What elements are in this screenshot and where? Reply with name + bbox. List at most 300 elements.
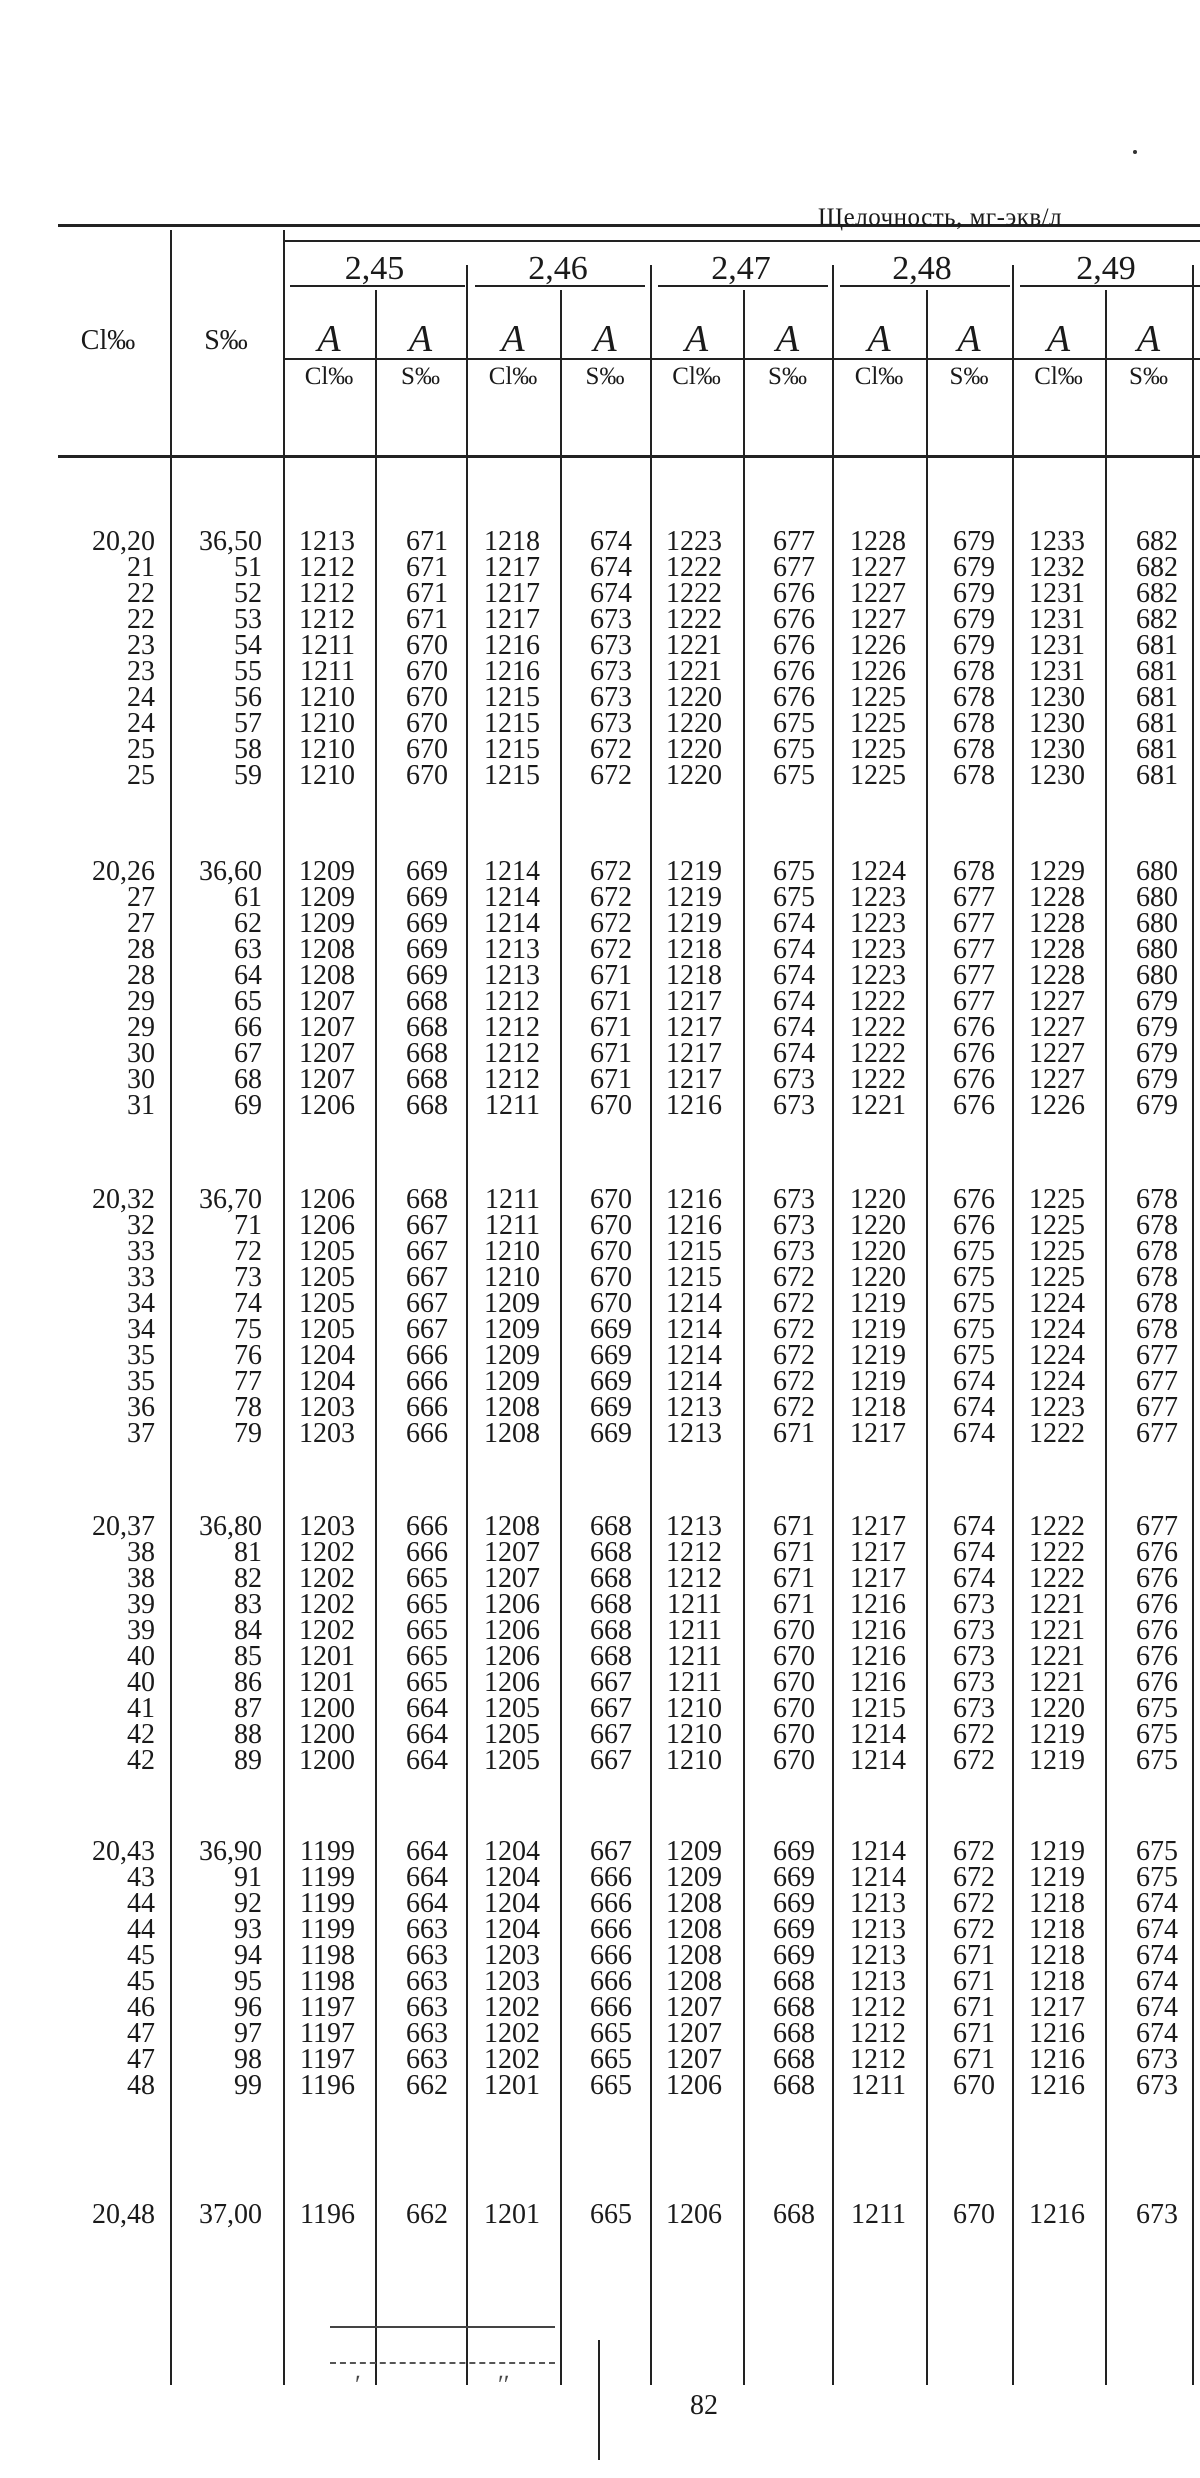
vline-2 — [283, 230, 285, 2385]
a-s-cell: 670 — [773, 1615, 815, 1646]
a-cl-cell: 1230 — [1029, 708, 1085, 739]
salinity-cell: 85 — [234, 1641, 262, 1672]
a-s-cell: 674 — [953, 1392, 995, 1423]
a-s-cell: 678 — [1136, 1184, 1178, 1215]
chlorinity-cell: 47 — [127, 2018, 155, 2049]
a-s-cell: 669 — [773, 1862, 815, 1893]
a-cl-cell: 1208 — [484, 1511, 540, 1542]
a-s-cell: 665 — [406, 1615, 448, 1646]
a-cl-cell: 1227 — [1029, 986, 1085, 1017]
a-s-cell: 677 — [1136, 1340, 1178, 1371]
a-label: A — [775, 318, 800, 360]
a-cl-cell: 1203 — [299, 1392, 355, 1423]
salinity-cell: 78 — [234, 1392, 262, 1423]
a-cl-cell: 1227 — [1029, 1064, 1085, 1095]
a-s-cell: 664 — [406, 1719, 448, 1750]
a-cl-cell: 1204 — [299, 1340, 355, 1371]
salinity-cell: 36,80 — [199, 1511, 262, 1542]
a-cl-cell: 1209 — [484, 1340, 540, 1371]
a-s-cell: 679 — [953, 578, 995, 609]
stamp-mark: ʹʹ — [498, 2370, 510, 2399]
a-cl-cell: 1223 — [850, 934, 906, 965]
salinity-cell: 68 — [234, 1064, 262, 1095]
chlorinity-cell: 42 — [127, 1745, 155, 1776]
a-cl-cell: 1225 — [1029, 1184, 1085, 1215]
s-unit-label: S‰ — [585, 363, 625, 390]
vline-1 — [170, 230, 172, 2385]
a-s-cell: 668 — [406, 1038, 448, 1069]
salinity-cell: 54 — [234, 630, 262, 661]
a-s-cell: 668 — [590, 1537, 632, 1568]
salinity-cell: 61 — [234, 882, 262, 913]
a-cl-cell: 1216 — [850, 1667, 906, 1698]
a-s-cell: 671 — [590, 960, 632, 991]
a-s-cell: 671 — [406, 552, 448, 583]
chlorinity-cell: 23 — [127, 656, 155, 687]
a-s-cell: 665 — [590, 2044, 632, 2075]
a-cl-cell: 1215 — [484, 682, 540, 713]
a-s-cell: 664 — [406, 1836, 448, 1867]
a-cl-cell: 1220 — [666, 734, 722, 765]
a-s-cell: 663 — [406, 1914, 448, 1945]
a-s-cell: 674 — [773, 1038, 815, 1069]
a-s-cell: 678 — [1136, 1236, 1178, 1267]
a-s-cell: 668 — [590, 1641, 632, 1672]
a-cl-cell: 1225 — [850, 682, 906, 713]
a-cl-cell: 1218 — [666, 934, 722, 965]
a-cl-cell: 1216 — [850, 1615, 906, 1646]
a-cl-cell: 1227 — [1029, 1038, 1085, 1069]
a-cl-cell: 1231 — [1029, 656, 1085, 687]
a-cl-cell: 1212 — [299, 552, 355, 583]
a-cl-cell: 1213 — [484, 934, 540, 965]
a-s-cell: 678 — [953, 734, 995, 765]
a-cl-cell: 1209 — [484, 1314, 540, 1345]
a-s-cell: 681 — [1136, 682, 1178, 713]
a-s-cell: 671 — [590, 986, 632, 1017]
a-s-cell: 678 — [1136, 1210, 1178, 1241]
a-cl-cell: 1217 — [850, 1418, 906, 1449]
a-s-cell: 669 — [406, 960, 448, 991]
a-cl-cell: 1219 — [666, 856, 722, 887]
a-s-cell: 676 — [953, 1090, 995, 1121]
a-s-cell: 670 — [406, 656, 448, 687]
a-cl-cell: 1224 — [1029, 1366, 1085, 1397]
a-s-cell: 670 — [406, 760, 448, 791]
a-s-cell: 679 — [953, 526, 995, 557]
salinity-cell: 76 — [234, 1340, 262, 1371]
cl-unit-label: Cl‰ — [1034, 363, 1083, 390]
a-cl-cell: 1214 — [666, 1366, 722, 1397]
chlorinity-cell: 24 — [127, 708, 155, 739]
a-cl-cell: 1222 — [1029, 1537, 1085, 1568]
header-bottom-rule — [58, 455, 1200, 458]
a-cl-cell: 1219 — [1029, 1745, 1085, 1776]
a-s-cell: 668 — [773, 2044, 815, 2075]
a-cl-cell: 1216 — [666, 1184, 722, 1215]
a-s-cell: 667 — [590, 1693, 632, 1724]
a-s-cell: 669 — [773, 1940, 815, 1971]
a-cl-cell: 1218 — [1029, 1966, 1085, 1997]
salinity-cell: 58 — [234, 734, 262, 765]
a-cl-cell: 1220 — [666, 760, 722, 791]
a-label: A — [684, 318, 709, 360]
a-cl-cell: 1219 — [1029, 1862, 1085, 1893]
a-s-cell: 678 — [953, 682, 995, 713]
a-cl-cell: 1199 — [300, 1836, 355, 1867]
a-s-cell: 671 — [590, 1012, 632, 1043]
a-cl-cell: 1211 — [485, 1184, 540, 1215]
a-cl-cell: 1209 — [484, 1366, 540, 1397]
a-s-cell: 663 — [406, 2018, 448, 2049]
a-cl-cell: 1225 — [1029, 1262, 1085, 1293]
a-cl-cell: 1212 — [299, 604, 355, 635]
a-cl-cell: 1198 — [300, 1966, 355, 1997]
a-s-cell: 678 — [953, 656, 995, 687]
a-cl-cell: 1213 — [850, 1914, 906, 1945]
a-cl-cell: 1203 — [484, 1940, 540, 1971]
salinity-cell: 87 — [234, 1693, 262, 1724]
salinity-cell: 88 — [234, 1719, 262, 1750]
a-s-cell: 679 — [1136, 1012, 1178, 1043]
a-s-cell: 670 — [590, 1262, 632, 1293]
a-s-cell: 665 — [590, 2199, 632, 2230]
a-cl-cell: 1221 — [1029, 1667, 1085, 1698]
a-s-cell: 671 — [406, 526, 448, 557]
a-cl-cell: 1201 — [299, 1667, 355, 1698]
chlorinity-cell: 47 — [127, 2044, 155, 2075]
a-s-cell: 675 — [1136, 1745, 1178, 1776]
salinity-cell: 36,50 — [199, 526, 262, 557]
a-s-cell: 670 — [406, 708, 448, 739]
chlorinity-cell: 32 — [127, 1210, 155, 1241]
salinity-cell: 62 — [234, 908, 262, 939]
a-s-cell: 675 — [773, 760, 815, 791]
a-s-cell: 676 — [1136, 1563, 1178, 1594]
a-cl-cell: 1218 — [484, 526, 540, 557]
salinity-cell: 63 — [234, 934, 262, 965]
a-cl-cell: 1209 — [299, 882, 355, 913]
a-s-cell: 672 — [773, 1366, 815, 1397]
s-unit-label: S‰ — [949, 363, 989, 390]
a-s-cell: 662 — [406, 2199, 448, 2230]
a-cl-cell: 1210 — [666, 1745, 722, 1776]
salinity-cell: 97 — [234, 2018, 262, 2049]
salinity-cell: 65 — [234, 986, 262, 1017]
a-s-cell: 666 — [406, 1392, 448, 1423]
a-s-cell: 665 — [590, 2070, 632, 2101]
a-s-cell: 672 — [773, 1314, 815, 1345]
chlorinity-cell: 27 — [127, 908, 155, 939]
a-s-cell: 670 — [406, 682, 448, 713]
a-s-cell: 676 — [773, 630, 815, 661]
a-cl-cell: 1208 — [299, 934, 355, 965]
a-s-cell: 667 — [406, 1210, 448, 1241]
a-cl-cell: 1227 — [850, 552, 906, 583]
a-s-cell: 662 — [406, 2070, 448, 2101]
salinity-cell: 74 — [234, 1288, 262, 1319]
a-s-cell: 664 — [406, 1862, 448, 1893]
a-s-cell: 677 — [953, 986, 995, 1017]
a-cl-cell: 1231 — [1029, 630, 1085, 661]
chlorinity-cell: 40 — [127, 1667, 155, 1698]
a-cl-cell: 1208 — [666, 1914, 722, 1945]
a-s-cell: 676 — [1136, 1667, 1178, 1698]
a-cl-cell: 1208 — [299, 960, 355, 991]
salinity-cell: 57 — [234, 708, 262, 739]
a-s-cell: 669 — [590, 1314, 632, 1345]
a-cl-cell: 1209 — [299, 856, 355, 887]
a-cl-cell: 1223 — [850, 882, 906, 913]
a-s-cell: 682 — [1136, 578, 1178, 609]
a-cl-cell: 1208 — [666, 1966, 722, 1997]
vline-3 — [375, 290, 377, 2385]
a-cl-cell: 1206 — [666, 2070, 722, 2101]
a-cl-cell: 1204 — [484, 1862, 540, 1893]
a-cl-cell: 1217 — [850, 1511, 906, 1542]
a-cl-cell: 1214 — [850, 1862, 906, 1893]
a-s-cell: 676 — [773, 578, 815, 609]
a-s-cell: 673 — [590, 708, 632, 739]
a-cl-cell: 1211 — [667, 1667, 722, 1698]
a-s-cell: 674 — [953, 1537, 995, 1568]
a-s-cell: 671 — [953, 2018, 995, 2049]
a-s-cell: 670 — [590, 1184, 632, 1215]
a-s-cell: 672 — [773, 1262, 815, 1293]
chlorinity-cell: 31 — [127, 1090, 155, 1121]
group-label-2: 2,46 — [528, 250, 588, 287]
a-s-cell: 673 — [953, 1589, 995, 1620]
vline-6 — [650, 265, 652, 2385]
a-cl-cell: 1203 — [484, 1966, 540, 1997]
a-s-cell: 675 — [953, 1262, 995, 1293]
salinity-cell: 82 — [234, 1563, 262, 1594]
chlorinity-cell: 29 — [127, 986, 155, 1017]
a-cl-cell: 1207 — [299, 1012, 355, 1043]
a-cl-cell: 1211 — [851, 2070, 906, 2101]
salinity-cell: 36,70 — [199, 1184, 262, 1215]
salinity-cell: 73 — [234, 1262, 262, 1293]
a-s-cell: 680 — [1136, 960, 1178, 991]
a-s-cell: 677 — [1136, 1418, 1178, 1449]
a-s-cell: 665 — [406, 1667, 448, 1698]
a-cl-cell: 1202 — [484, 2018, 540, 2049]
a-cl-cell: 1217 — [666, 1012, 722, 1043]
a-cl-cell: 1212 — [850, 1992, 906, 2023]
chlorinity-cell: 38 — [127, 1537, 155, 1568]
salinity-cell: 36,90 — [199, 1836, 262, 1867]
a-cl-cell: 1206 — [666, 2199, 722, 2230]
a-cl-cell: 1203 — [299, 1511, 355, 1542]
a-cl-cell: 1222 — [850, 1064, 906, 1095]
a-cl-cell: 1204 — [484, 1888, 540, 1919]
a-s-cell: 667 — [590, 1745, 632, 1776]
a-cl-cell: 1230 — [1029, 734, 1085, 765]
salinity-cell: 37,00 — [199, 2199, 262, 2230]
a-s-cell: 671 — [773, 1563, 815, 1594]
a-cl-cell: 1217 — [666, 1064, 722, 1095]
a-s-cell: 666 — [406, 1537, 448, 1568]
a-s-cell: 668 — [406, 1064, 448, 1095]
a-s-cell: 673 — [953, 1615, 995, 1646]
a-cl-cell: 1207 — [666, 2044, 722, 2075]
a-s-cell: 671 — [773, 1511, 815, 1542]
a-cl-cell: 1222 — [1029, 1563, 1085, 1594]
a-s-cell: 682 — [1136, 526, 1178, 557]
a-cl-cell: 1208 — [666, 1888, 722, 1919]
a-cl-cell: 1202 — [299, 1563, 355, 1594]
a-cl-cell: 1231 — [1029, 604, 1085, 635]
a-s-cell: 669 — [773, 1888, 815, 1919]
vline-4 — [466, 265, 468, 2385]
a-cl-cell: 1206 — [484, 1615, 540, 1646]
a-cl-cell: 1210 — [484, 1262, 540, 1293]
a-s-cell: 670 — [953, 2070, 995, 2101]
a-cl-cell: 1215 — [484, 734, 540, 765]
a-cl-cell: 1215 — [484, 760, 540, 791]
a-s-cell: 671 — [773, 1418, 815, 1449]
a-s-cell: 674 — [1136, 2018, 1178, 2049]
a-s-cell: 672 — [590, 760, 632, 791]
a-cl-cell: 1219 — [1029, 1719, 1085, 1750]
a-label: A — [1046, 318, 1071, 360]
a-cl-cell: 1216 — [666, 1210, 722, 1241]
a-cl-cell: 1197 — [300, 2018, 355, 2049]
a-s-cell: 675 — [773, 734, 815, 765]
a-s-cell: 676 — [773, 682, 815, 713]
a-cl-cell: 1226 — [1029, 1090, 1085, 1121]
a-s-cell: 678 — [1136, 1288, 1178, 1319]
a-cl-cell: 1202 — [299, 1537, 355, 1568]
a-cl-cell: 1216 — [850, 1641, 906, 1672]
a-s-cell: 668 — [590, 1615, 632, 1646]
a-cl-cell: 1206 — [484, 1589, 540, 1620]
a-s-cell: 677 — [953, 908, 995, 939]
a-s-cell: 679 — [1136, 1064, 1178, 1095]
a-s-cell: 675 — [953, 1288, 995, 1319]
a-cl-cell: 1206 — [299, 1090, 355, 1121]
chlorinity-cell: 20,26 — [92, 856, 155, 887]
a-cl-cell: 1216 — [850, 1589, 906, 1620]
a-cl-cell: 1208 — [484, 1418, 540, 1449]
chlorinity-cell: 23 — [127, 630, 155, 661]
a-cl-cell: 1200 — [299, 1745, 355, 1776]
a-s-cell: 676 — [1136, 1537, 1178, 1568]
vline-5 — [560, 290, 562, 2385]
a-cl-cell: 1206 — [484, 1641, 540, 1672]
a-s-cell: 676 — [953, 1184, 995, 1215]
a-s-cell: 668 — [590, 1563, 632, 1594]
a-s-cell: 673 — [590, 630, 632, 661]
a-cl-cell: 1214 — [666, 1314, 722, 1345]
a-s-cell: 670 — [590, 1090, 632, 1121]
a-s-cell: 676 — [773, 656, 815, 687]
a-s-cell: 668 — [406, 1012, 448, 1043]
a-cl-cell: 1204 — [484, 1914, 540, 1945]
a-s-cell: 669 — [773, 1914, 815, 1945]
a-cl-cell: 1211 — [667, 1589, 722, 1620]
a-cl-cell: 1213 — [666, 1418, 722, 1449]
a-s-cell: 668 — [406, 1184, 448, 1215]
chlorinity-cell: 29 — [127, 1012, 155, 1043]
a-s-cell: 672 — [590, 882, 632, 913]
a-cl-cell: 1219 — [850, 1288, 906, 1319]
alkalinity-title: Щелочность, мг-экв/л — [817, 204, 1063, 231]
a-cl-cell: 1216 — [1029, 2044, 1085, 2075]
salinity-cell: 66 — [234, 1012, 262, 1043]
a-cl-cell: 1206 — [299, 1184, 355, 1215]
cl-unit-label: Cl‰ — [672, 363, 721, 390]
a-cl-cell: 1228 — [1029, 908, 1085, 939]
chlorinity-cell: 21 — [127, 552, 155, 583]
salinity-cell: 77 — [234, 1366, 262, 1397]
a-cl-cell: 1216 — [484, 656, 540, 687]
a-s-cell: 678 — [1136, 1262, 1178, 1293]
a-cl-cell: 1214 — [850, 1745, 906, 1776]
chlorinity-cell: 34 — [127, 1288, 155, 1319]
a-s-cell: 670 — [773, 1667, 815, 1698]
a-cl-cell: 1217 — [484, 552, 540, 583]
a-s-cell: 672 — [953, 1836, 995, 1867]
a-cl-cell: 1207 — [484, 1537, 540, 1568]
chlorinity-cell: 22 — [127, 578, 155, 609]
a-s-cell: 667 — [406, 1262, 448, 1293]
a-cl-cell: 1211 — [667, 1615, 722, 1646]
a-s-cell: 672 — [590, 734, 632, 765]
a-cl-cell: 1215 — [666, 1262, 722, 1293]
a-s-cell: 675 — [773, 708, 815, 739]
chlorinity-cell: 41 — [127, 1693, 155, 1724]
a-s-cell: 669 — [406, 856, 448, 887]
a-s-cell: 674 — [590, 526, 632, 557]
a-cl-cell: 1221 — [1029, 1589, 1085, 1620]
a-cl-cell: 1217 — [850, 1563, 906, 1594]
chlorinity-cell: 48 — [127, 2070, 155, 2101]
a-cl-cell: 1223 — [666, 526, 722, 557]
a-s-cell: 674 — [953, 1418, 995, 1449]
a-cl-cell: 1225 — [850, 708, 906, 739]
chlorinity-cell: 40 — [127, 1641, 155, 1672]
salinity-cell: 81 — [234, 1537, 262, 1568]
a-s-cell: 671 — [953, 2044, 995, 2075]
a-s-cell: 680 — [1136, 934, 1178, 965]
a-s-cell: 670 — [773, 1641, 815, 1672]
a-cl-cell: 1209 — [666, 1862, 722, 1893]
salinity-cell: 79 — [234, 1418, 262, 1449]
a-s-cell: 680 — [1136, 856, 1178, 887]
a-s-cell: 676 — [953, 1210, 995, 1241]
a-cl-cell: 1214 — [850, 1719, 906, 1750]
chlorinity-cell: 34 — [127, 1314, 155, 1345]
a-s-cell: 673 — [590, 604, 632, 635]
group-label-3: 2,47 — [711, 250, 771, 287]
a-cl-cell: 1209 — [484, 1288, 540, 1319]
a-s-cell: 669 — [406, 908, 448, 939]
a-s-cell: 665 — [406, 1641, 448, 1672]
salinity-cell: 95 — [234, 1966, 262, 1997]
a-cl-cell: 1213 — [666, 1511, 722, 1542]
a-label: A — [317, 318, 341, 360]
chlorinity-cell: 20,20 — [92, 526, 155, 557]
salinity-cell: 36,60 — [199, 856, 262, 887]
a-s-cell: 672 — [773, 1392, 815, 1423]
a-cl-cell: 1211 — [300, 630, 355, 661]
a-s-cell: 677 — [1136, 1511, 1178, 1542]
a-cl-cell: 1200 — [299, 1693, 355, 1724]
salinity-cell: 93 — [234, 1914, 262, 1945]
a-s-cell: 665 — [590, 2018, 632, 2049]
a-cl-cell: 1215 — [484, 708, 540, 739]
